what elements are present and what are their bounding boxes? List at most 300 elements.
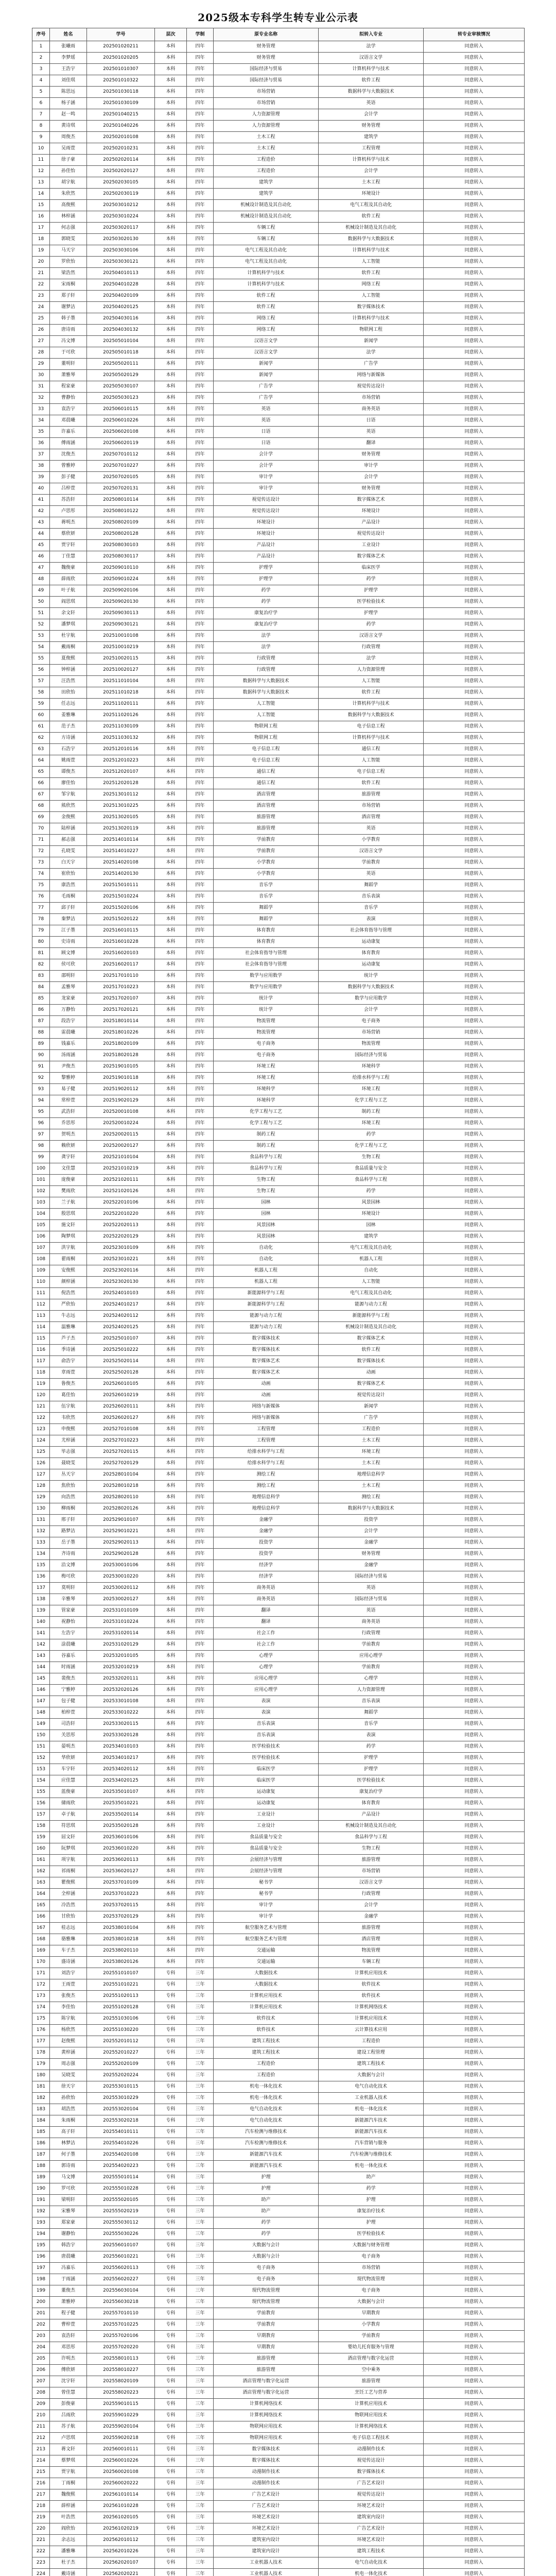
student-name: 沈宇轩 — [50, 2376, 87, 2387]
table-row — [32, 200, 525, 211]
target-major: 药学 — [319, 2183, 424, 2195]
target-major: 软件工程 — [319, 211, 424, 223]
review-result: 同意转入 — [424, 155, 525, 166]
student-name: 黄梓涵 — [50, 2047, 87, 2059]
row-number: 55 — [32, 653, 50, 665]
original-major: 投资学 — [214, 1549, 319, 1560]
student-id: 202503030121 — [87, 257, 155, 268]
education-level: 本科 — [155, 891, 187, 903]
original-major: 建筑室内设计 — [214, 2535, 319, 2546]
student-name: 蓝俊豪 — [50, 1787, 87, 1798]
student-name: 祝静怡 — [50, 1617, 87, 1628]
original-major: 商务英语 — [214, 1594, 319, 1605]
review-result: 同意转入 — [424, 1809, 525, 1821]
original-major: 新能源科学与工程 — [214, 1299, 319, 1311]
table-row — [32, 1050, 525, 1061]
review-result: 同意转入 — [424, 1039, 525, 1050]
target-major: 会计学 — [319, 166, 424, 177]
table-row — [32, 563, 525, 574]
student-id: 202506010115 — [87, 404, 155, 415]
table-row — [32, 925, 525, 937]
student-id: 202561020219 — [87, 2523, 155, 2535]
review-result: 同意转入 — [424, 53, 525, 64]
row-number: 189 — [32, 2172, 50, 2183]
study-duration: 四年 — [187, 1843, 214, 1855]
student-name: 章雨萱 — [50, 1367, 87, 1379]
study-duration: 四年 — [187, 325, 214, 336]
education-level: 本科 — [155, 823, 187, 835]
original-major: 审计学 — [214, 472, 319, 483]
student-name: 聂晓雯 — [50, 1458, 87, 1469]
table-row — [32, 1809, 525, 1821]
table-row — [32, 1288, 525, 1299]
table-row — [32, 585, 525, 597]
target-major: 临床医学 — [319, 563, 424, 574]
review-result: 同意转入 — [424, 87, 525, 98]
study-duration: 四年 — [187, 1617, 214, 1628]
student-name: 郑家豪 — [50, 2217, 87, 2229]
target-major: 能源与动力工程 — [319, 1299, 424, 1311]
row-number: 52 — [32, 619, 50, 631]
row-number: 35 — [32, 427, 50, 438]
student-id: 202535020114 — [87, 1809, 155, 1821]
student-id: 202511010104 — [87, 676, 155, 687]
target-major: 早期教育 — [319, 2308, 424, 2319]
row-number: 119 — [32, 1379, 50, 1390]
target-major: 物联网应用技术 — [319, 2410, 424, 2421]
target-major: 建筑室内设计 — [319, 2512, 424, 2523]
student-name: 李梦瑶 — [50, 53, 87, 64]
study-duration: 四年 — [187, 121, 214, 132]
row-number: 10 — [32, 143, 50, 155]
review-result: 同意转入 — [424, 812, 525, 823]
review-result: 同意转入 — [424, 75, 525, 87]
row-number: 161 — [32, 1855, 50, 1866]
row-number: 38 — [32, 461, 50, 472]
student-id: 202533010108 — [87, 1696, 155, 1707]
target-major: 测绘工程 — [319, 1492, 424, 1503]
table-row — [32, 665, 525, 676]
original-major: 环境工程 — [214, 1061, 319, 1073]
target-major: 数据科学与大数据技术 — [319, 1503, 424, 1515]
target-major: 会计学 — [319, 472, 424, 483]
target-major: 视觉传达设计 — [319, 2455, 424, 2467]
student-name: 傅雨涵 — [50, 438, 87, 449]
target-major: 动画 — [319, 1367, 424, 1379]
target-major: 产品设计 — [319, 517, 424, 529]
review-result: 同意转入 — [424, 2217, 525, 2229]
target-major: 数据科学与大数据技术 — [319, 87, 424, 98]
student-id: 202514010227 — [87, 846, 155, 857]
student-name: 翟雨桐 — [50, 1254, 87, 1265]
student-name: 曾佳慧 — [50, 2387, 87, 2399]
row-number: 97 — [32, 1129, 50, 1141]
review-result: 同意转入 — [424, 279, 525, 291]
row-number: 66 — [32, 778, 50, 789]
student-name: 吴晓雯 — [50, 2070, 87, 2081]
original-major: 通信工程 — [214, 778, 319, 789]
education-level: 本科 — [155, 1390, 187, 1401]
original-major: 机器人工程 — [214, 1277, 319, 1288]
education-level: 本科 — [155, 325, 187, 336]
education-level: 本科 — [155, 903, 187, 914]
study-duration: 四年 — [187, 744, 214, 755]
study-duration: 四年 — [187, 1549, 214, 1560]
original-major: 工程管理 — [214, 1435, 319, 1447]
target-major: 地理信息科学 — [319, 1469, 424, 1481]
student-name: 贾宇航 — [50, 2467, 87, 2478]
education-level: 本科 — [155, 880, 187, 891]
row-number: 188 — [32, 2161, 50, 2172]
table-row — [32, 2127, 525, 2138]
target-major: 空中乘务 — [319, 2365, 424, 2376]
education-level: 本科 — [155, 143, 187, 155]
study-duration: 四年 — [187, 302, 214, 313]
original-major: 环境艺术设计 — [214, 2523, 319, 2535]
row-number: 144 — [32, 1662, 50, 1673]
study-duration: 三年 — [187, 2093, 214, 2104]
student-id: 202535020128 — [87, 1821, 155, 1832]
study-duration: 四年 — [187, 132, 214, 143]
original-major: 网络与新媒体 — [214, 1413, 319, 1424]
student-name: 谢梦洁 — [50, 302, 87, 313]
target-major: 新能源汽车技术 — [319, 2115, 424, 2127]
student-name: 杨子涵 — [50, 98, 87, 109]
original-major: 小学教育 — [214, 857, 319, 869]
education-level: 专科 — [155, 2399, 187, 2410]
original-major: 建筑室内设计 — [214, 2546, 319, 2557]
study-duration: 四年 — [187, 1152, 214, 1163]
target-major: 建筑学 — [319, 1231, 424, 1243]
original-major: 电气自动化技术 — [214, 2104, 319, 2115]
student-name: 董明轩 — [50, 359, 87, 370]
table-row — [32, 359, 525, 370]
study-duration: 四年 — [187, 1277, 214, 1288]
target-major: 广告学 — [319, 1413, 424, 1424]
table-row — [32, 1435, 525, 1447]
row-number: 3 — [32, 64, 50, 75]
student-name: 高子轩 — [50, 2127, 87, 2138]
original-major: 数据科学与大数据技术 — [214, 676, 319, 687]
student-id: 202522020113 — [87, 1220, 155, 1231]
target-major: 社会体育指导与管理 — [319, 925, 424, 937]
education-level: 本科 — [155, 1447, 187, 1458]
study-duration: 四年 — [187, 1027, 214, 1039]
student-name: 马天宇 — [50, 245, 87, 257]
student-name: 姚雨萱 — [50, 755, 87, 767]
study-duration: 四年 — [187, 1311, 214, 1322]
student-name: 易子健 — [50, 1084, 87, 1095]
study-duration: 三年 — [187, 2455, 214, 2467]
student-id: 202527010108 — [87, 1424, 155, 1435]
education-level: 本科 — [155, 223, 187, 234]
row-number: 179 — [32, 2059, 50, 2070]
student-id: 202560020222 — [87, 2478, 155, 2489]
row-number: 111 — [32, 1288, 50, 1299]
target-major: 商务英语 — [319, 1617, 424, 1628]
student-name: 崔欣怡 — [50, 869, 87, 880]
student-id: 202517010110 — [87, 971, 155, 982]
row-number: 45 — [32, 540, 50, 551]
student-id: 202504020109 — [87, 291, 155, 302]
original-major: 土木工程 — [214, 132, 319, 143]
student-name: 邵明轩 — [50, 971, 87, 982]
row-number: 109 — [32, 1265, 50, 1277]
review-result: 同意转入 — [424, 461, 525, 472]
target-major: 软件工程 — [319, 687, 424, 699]
target-major: 烹饪工艺与营养 — [319, 2387, 424, 2399]
student-id: 202508010122 — [87, 506, 155, 517]
original-major: 网络与新媒体 — [214, 1401, 319, 1413]
review-result: 同意转入 — [424, 1503, 525, 1515]
target-major: 大数据与会计 — [319, 2297, 424, 2308]
table-row — [32, 291, 525, 302]
table-row — [32, 1458, 525, 1469]
table-row — [32, 2353, 525, 2365]
student-id: 202521010104 — [87, 1152, 155, 1163]
review-result: 同意转入 — [424, 2047, 525, 2059]
student-id: 202551020113 — [87, 1991, 155, 2002]
target-major: 广告学 — [319, 359, 424, 370]
student-id: 202522010220 — [87, 1209, 155, 1220]
student-name: 丁雨桐 — [50, 2478, 87, 2489]
table-row — [32, 1639, 525, 1651]
student-id: 202516010115 — [87, 925, 155, 937]
student-name: 傅欣妍 — [50, 2365, 87, 2376]
student-name: 曾雅婷 — [50, 461, 87, 472]
original-major: 数字媒体艺术 — [214, 1356, 319, 1367]
row-number: 32 — [32, 393, 50, 404]
review-result: 同意转入 — [424, 1730, 525, 1741]
student-id: 202537020129 — [87, 1911, 155, 1923]
row-number: 219 — [32, 2512, 50, 2523]
study-duration: 四年 — [187, 1900, 214, 1911]
original-major: 助产 — [214, 2195, 319, 2206]
student-id: 202511020126 — [87, 710, 155, 721]
student-name: 焦欣怡 — [50, 1481, 87, 1492]
table-row — [32, 1832, 525, 1843]
original-major: 测绘工程 — [214, 1469, 319, 1481]
review-result: 同意转入 — [424, 2093, 525, 2104]
review-result: 同意转入 — [424, 755, 525, 767]
target-major: 英语 — [319, 1605, 424, 1617]
education-level: 本科 — [155, 1163, 187, 1175]
target-major: 数据科学与大数据技术 — [319, 982, 424, 993]
review-result: 同意转入 — [424, 2138, 525, 2149]
education-level: 本科 — [155, 1265, 187, 1277]
student-name: 廖佳怡 — [50, 778, 87, 789]
row-number: 186 — [32, 2138, 50, 2149]
student-id: 202529010221 — [87, 1526, 155, 1537]
student-name: 莫明轩 — [50, 1583, 87, 1594]
education-level: 专科 — [155, 2036, 187, 2047]
original-major: 测绘工程 — [214, 1481, 319, 1492]
original-major: 新能源科学与工程 — [214, 1288, 319, 1299]
student-name: 谷嘉乐 — [50, 1651, 87, 1662]
original-major: 电子商务 — [214, 2274, 319, 2285]
student-name: 鲁俊杰 — [50, 1379, 87, 1390]
row-number: 16 — [32, 211, 50, 223]
student-id: 202529020113 — [87, 1537, 155, 1549]
original-major: 电气工程及其自动化 — [214, 245, 319, 257]
target-major: 计算机应用技术 — [319, 1968, 424, 1979]
review-result: 同意转入 — [424, 2183, 525, 2195]
table-row — [32, 2070, 525, 2081]
row-number: 223 — [32, 2557, 50, 2569]
table-row — [32, 1073, 525, 1084]
student-name: 路梦洁 — [50, 1526, 87, 1537]
original-major: 汉语言文学 — [214, 336, 319, 347]
student-id: 202505010104 — [87, 336, 155, 347]
student-name: 于雨涵 — [50, 2274, 87, 2285]
study-duration: 三年 — [187, 2081, 214, 2093]
education-level: 专科 — [155, 2217, 187, 2229]
education-level: 本科 — [155, 1526, 187, 1537]
student-name: 阎思琪 — [50, 597, 87, 608]
row-number: 129 — [32, 1492, 50, 1503]
student-name: 季诗涵 — [50, 1345, 87, 1356]
row-number: 61 — [32, 721, 50, 733]
student-id: 202509020106 — [87, 585, 155, 597]
row-number: 87 — [32, 1016, 50, 1027]
row-number: 193 — [32, 2217, 50, 2229]
target-major: 法学 — [319, 653, 424, 665]
student-name: 柏梓萱 — [50, 1707, 87, 1719]
review-result: 同意转入 — [424, 1050, 525, 1061]
row-number: 112 — [32, 1299, 50, 1311]
study-duration: 四年 — [187, 1685, 214, 1696]
study-duration: 三年 — [187, 1991, 214, 2002]
table-row — [32, 483, 525, 495]
student-id: 202533010222 — [87, 1707, 155, 1719]
header-name: 姓名 — [50, 28, 87, 41]
review-result: 同意转入 — [424, 1254, 525, 1265]
target-major: 护理 — [319, 2217, 424, 2229]
table-row — [32, 2104, 525, 2115]
original-major: 广告艺术设计 — [214, 2489, 319, 2501]
row-number: 80 — [32, 937, 50, 948]
row-number: 24 — [32, 302, 50, 313]
original-major: 园林 — [214, 1197, 319, 1209]
student-id: 202502020127 — [87, 166, 155, 177]
table-row — [32, 2115, 525, 2127]
student-id: 202553010229 — [87, 2093, 155, 2104]
student-id: 202551030220 — [87, 2025, 155, 2036]
review-result: 同意转入 — [424, 585, 525, 597]
student-id: 202551030106 — [87, 2013, 155, 2025]
table-row — [32, 642, 525, 653]
target-major: 护理 — [319, 2195, 424, 2206]
student-id: 202526020111 — [87, 1401, 155, 1413]
student-id: 202534020125 — [87, 1775, 155, 1787]
student-name: 杨欣然 — [50, 2025, 87, 2036]
target-major: 园林 — [319, 1220, 424, 1231]
student-name: 龚宇轩 — [50, 1152, 87, 1163]
education-level: 专科 — [155, 2149, 187, 2161]
target-major: 通信工程 — [319, 744, 424, 755]
row-number: 164 — [32, 1889, 50, 1900]
student-name: 尹俊杰 — [50, 1061, 87, 1073]
student-id: 202508010114 — [87, 495, 155, 506]
student-id: 202538020110 — [87, 1945, 155, 1957]
original-major: 会计学 — [214, 461, 319, 472]
education-level: 本科 — [155, 1492, 187, 1503]
student-name: 林梦洁 — [50, 2138, 87, 2149]
row-number: 53 — [32, 631, 50, 642]
row-number: 216 — [32, 2478, 50, 2489]
row-number: 12 — [32, 166, 50, 177]
table-row — [32, 449, 525, 461]
original-major: 学前教育 — [214, 2308, 319, 2319]
row-number: 42 — [32, 506, 50, 517]
target-major: 生物工程 — [319, 1152, 424, 1163]
education-level: 本科 — [155, 1220, 187, 1231]
table-row — [32, 381, 525, 393]
education-level: 专科 — [155, 2285, 187, 2297]
education-level: 本科 — [155, 347, 187, 359]
table-row — [32, 2251, 525, 2263]
review-result: 同意转入 — [424, 869, 525, 880]
target-major: 旅游管理 — [319, 1855, 424, 1866]
table-row — [32, 53, 525, 64]
target-major: 环境工程 — [319, 1084, 424, 1095]
education-level: 本科 — [155, 234, 187, 245]
original-major: 工程造价 — [214, 2070, 319, 2081]
education-level: 专科 — [155, 2081, 187, 2093]
original-major: 临床医学 — [214, 1764, 319, 1775]
study-duration: 四年 — [187, 1787, 214, 1798]
table-row — [32, 1594, 525, 1605]
student-name: 蒋明杰 — [50, 517, 87, 529]
target-major: 电气工程及其自动化 — [319, 1288, 424, 1299]
row-number: 172 — [32, 1979, 50, 1991]
student-name: 何子墨 — [50, 2149, 87, 2161]
study-duration: 四年 — [187, 1050, 214, 1061]
table-row — [32, 903, 525, 914]
original-major: 食品质量与安全 — [214, 1832, 319, 1843]
target-major: 汉语言文学 — [319, 846, 424, 857]
table-row — [32, 2455, 525, 2467]
student-name: 孟雅琴 — [50, 982, 87, 993]
education-level: 本科 — [155, 1753, 187, 1764]
student-name: 彭俊豪 — [50, 2399, 87, 2410]
review-result: 同意转入 — [424, 653, 525, 665]
education-level: 本科 — [155, 1039, 187, 1050]
table-row — [32, 2206, 525, 2217]
review-result: 同意转入 — [424, 41, 525, 53]
table-row — [32, 427, 525, 438]
education-level: 本科 — [155, 937, 187, 948]
study-duration: 四年 — [187, 1515, 214, 1526]
study-duration: 四年 — [187, 676, 214, 687]
table-row — [32, 1107, 525, 1118]
student-name: 陈宇航 — [50, 2013, 87, 2025]
student-id: 202533020115 — [87, 1719, 155, 1730]
target-major: 会计学 — [319, 1005, 424, 1016]
study-duration: 四年 — [187, 891, 214, 903]
student-name: 左浩宇 — [50, 1628, 87, 1639]
row-number: 7 — [32, 109, 50, 121]
student-id: 202519010105 — [87, 1061, 155, 1073]
original-major: 护理 — [214, 2183, 319, 2195]
row-number: 103 — [32, 1197, 50, 1209]
student-name: 洪宇航 — [50, 1243, 87, 1254]
original-major: 数字媒体技术 — [214, 1345, 319, 1356]
original-major: 电子信息工程 — [214, 755, 319, 767]
education-level: 专科 — [155, 2013, 187, 2025]
row-number: 115 — [32, 1333, 50, 1345]
table-row — [32, 1764, 525, 1775]
